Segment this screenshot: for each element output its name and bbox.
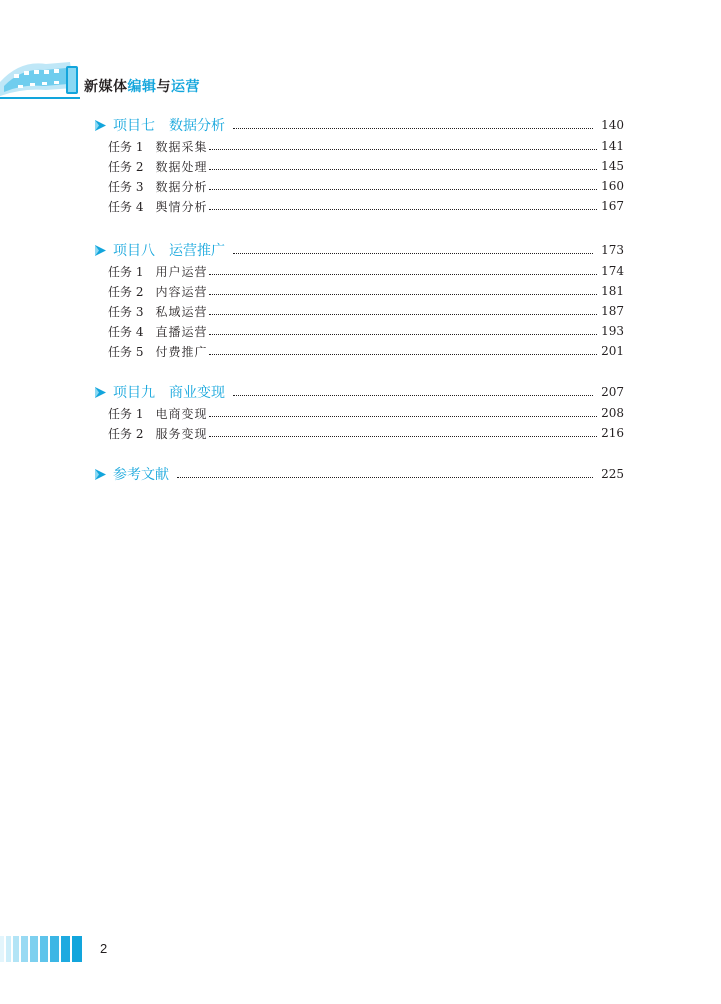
page-number: 187	[601, 304, 624, 318]
toc-task-row[interactable]	[94, 281, 624, 301]
dot-leader	[209, 149, 597, 150]
toc-task-row[interactable]	[94, 156, 624, 176]
toc-project-row[interactable]	[94, 114, 624, 136]
task-number: 任务 3	[108, 179, 144, 194]
toc-project-row[interactable]	[94, 239, 624, 261]
toc-task-row[interactable]	[94, 176, 624, 196]
task-number: 任务 2	[108, 426, 144, 441]
page-number: 173	[601, 243, 624, 257]
toc-group-project-9	[94, 381, 624, 443]
project-title: 项目七 数据分析	[113, 118, 225, 134]
table-of-contents	[94, 114, 624, 505]
task-title: 电商变现	[155, 406, 208, 421]
dot-leader	[209, 274, 597, 275]
page-number: 207	[601, 385, 624, 399]
dot-leader	[209, 314, 597, 315]
task-number: 任务 4	[108, 199, 144, 214]
dot-leader	[209, 416, 597, 417]
page-number: 201	[601, 344, 624, 358]
task-title: 付费推广	[155, 344, 208, 359]
toc-task-row[interactable]	[94, 423, 624, 443]
toc-group-project-8	[94, 239, 624, 361]
task-number: 任务 4	[108, 324, 144, 339]
dot-leader	[209, 169, 597, 170]
triangle-bullet-icon	[94, 468, 107, 481]
page-number: 141	[601, 139, 624, 153]
toc-task-row[interactable]	[94, 301, 624, 321]
dot-leader	[233, 253, 593, 254]
task-number: 任务 1	[108, 264, 144, 279]
triangle-bullet-icon	[94, 119, 107, 132]
task-number: 任务 1	[108, 139, 144, 154]
task-number: 任务 3	[108, 304, 144, 319]
toc-task-row[interactable]	[94, 196, 624, 216]
task-number: 任务 2	[108, 159, 144, 174]
page-number: 208	[601, 406, 624, 420]
toc-task-row[interactable]	[94, 261, 624, 281]
page-number: 140	[601, 118, 624, 132]
task-title: 服务变现	[155, 426, 208, 441]
triangle-bullet-icon	[94, 386, 107, 399]
dot-leader	[209, 334, 597, 335]
book-title: 新媒体编辑与运营	[84, 79, 200, 95]
references-title: 参考文献	[113, 467, 169, 483]
task-number: 任务 5	[108, 344, 144, 359]
page-number: 181	[601, 284, 624, 298]
task-title: 数据处理	[155, 159, 208, 174]
task-number: 任务 2	[108, 284, 144, 299]
footer-bars-decoration	[0, 936, 90, 962]
task-title: 直播运营	[155, 324, 208, 339]
task-number: 任务 1	[108, 406, 144, 421]
triangle-bullet-icon	[94, 244, 107, 257]
page-number-footer: 2	[100, 941, 108, 956]
toc-project-row[interactable]	[94, 381, 624, 403]
page-number: 167	[601, 199, 624, 213]
page-number: 160	[601, 179, 624, 193]
toc-references-row[interactable]	[94, 463, 624, 485]
task-title: 内容运营	[155, 284, 208, 299]
toc-task-row[interactable]	[94, 136, 624, 156]
project-title: 项目九 商业变现	[113, 385, 225, 401]
dot-leader	[177, 477, 593, 478]
dot-leader	[209, 209, 597, 210]
dot-leader	[209, 354, 597, 355]
page-number: 145	[601, 159, 624, 173]
task-title: 用户运营	[155, 264, 208, 279]
toc-group-project-7	[94, 114, 624, 216]
toc-task-row[interactable]	[94, 403, 624, 423]
toc-task-row[interactable]	[94, 321, 624, 341]
dot-leader	[233, 395, 593, 396]
page-number: 216	[601, 426, 624, 440]
toc-task-row[interactable]	[94, 341, 624, 361]
dot-leader	[209, 436, 597, 437]
page-number: 174	[601, 264, 624, 278]
project-title: 项目八 运营推广	[113, 243, 225, 259]
task-title: 私域运营	[155, 304, 208, 319]
task-title: 舆情分析	[155, 199, 208, 214]
page-number: 225	[601, 467, 624, 481]
task-title: 数据分析	[155, 179, 208, 194]
dot-leader	[209, 189, 597, 190]
dot-leader	[233, 128, 593, 129]
task-title: 数据采集	[155, 139, 208, 154]
toc-group-references	[94, 463, 624, 485]
dot-leader	[209, 294, 597, 295]
page-number: 193	[601, 324, 624, 338]
